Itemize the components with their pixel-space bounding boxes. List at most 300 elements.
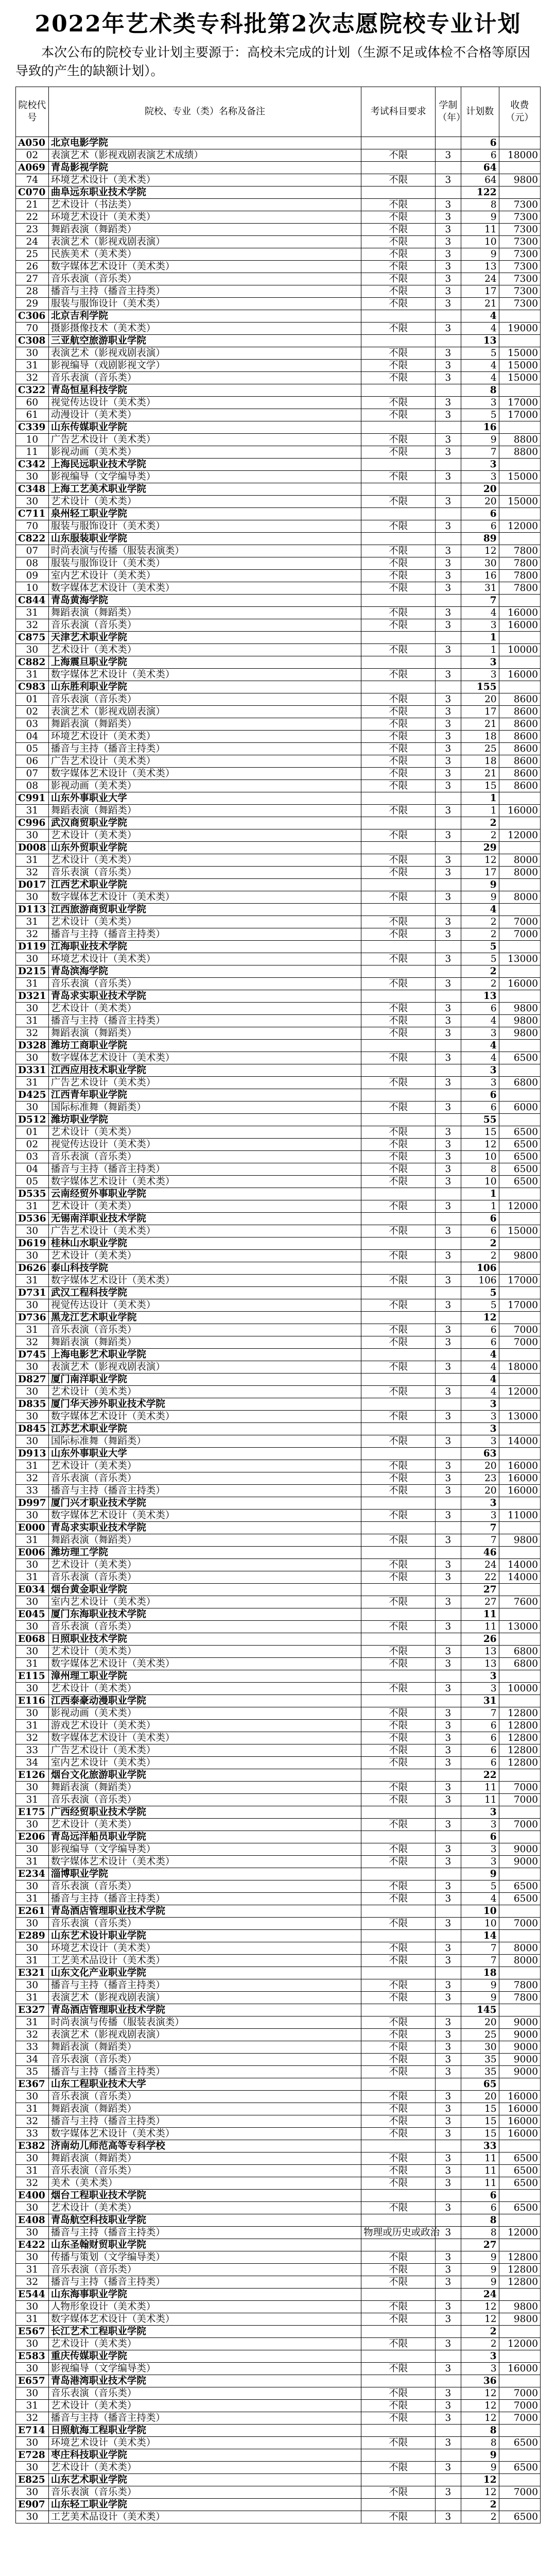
school-fee bbox=[499, 1213, 540, 1225]
major-code: 30 bbox=[16, 644, 49, 656]
school-name: 山东工程职业技术大学 bbox=[48, 2078, 361, 2091]
school-name: 江西泰豪动漫职业学院 bbox=[48, 1695, 361, 1707]
major-years: 3 bbox=[436, 570, 461, 582]
major-subject: 不限 bbox=[361, 706, 436, 718]
school-subject bbox=[361, 2078, 436, 2091]
major-row bbox=[16, 1744, 541, 1757]
school-fee bbox=[499, 1262, 540, 1275]
school-subject bbox=[361, 1114, 436, 1126]
major-code: 30 bbox=[16, 1435, 49, 1448]
major-subject: 不限 bbox=[361, 1176, 436, 1188]
major-subject: 不限 bbox=[361, 2387, 436, 2400]
school-subject bbox=[361, 2289, 436, 2301]
major-name: 视觉传达设计（美术类） bbox=[48, 1139, 361, 1151]
major-code: 31 bbox=[16, 1992, 49, 2004]
school-years bbox=[436, 941, 461, 953]
major-subject: 不限 bbox=[361, 2066, 436, 2078]
major-years: 3 bbox=[436, 2202, 461, 2214]
school-subject bbox=[361, 459, 436, 471]
major-name: 表演艺术（影视戏剧表演） bbox=[48, 236, 361, 248]
school-years bbox=[436, 1188, 461, 1200]
major-fee: 9800 bbox=[499, 1027, 540, 1040]
major-subject: 不限 bbox=[361, 669, 436, 681]
major-code: 30 bbox=[16, 1621, 49, 1633]
major-years: 3 bbox=[436, 1275, 461, 1287]
school-subject bbox=[361, 1398, 436, 1411]
major-code: 30 bbox=[16, 1299, 49, 1312]
major-row bbox=[16, 1918, 541, 1930]
major-count: 10 bbox=[461, 1918, 499, 1930]
major-code: 03 bbox=[16, 718, 49, 731]
major-code: 01 bbox=[16, 1126, 49, 1139]
major-subject: 不限 bbox=[361, 347, 436, 360]
major-row bbox=[16, 347, 541, 360]
major-fee: 16000 bbox=[499, 1472, 540, 1485]
school-name: 上海电影艺术职业学院 bbox=[48, 1349, 361, 1361]
school-row bbox=[16, 1967, 541, 1979]
major-row bbox=[16, 2016, 541, 2029]
school-row bbox=[16, 656, 541, 669]
school-subject bbox=[361, 2326, 436, 2338]
school-fee bbox=[499, 1584, 540, 1596]
major-row bbox=[16, 755, 541, 768]
school-subject bbox=[361, 656, 436, 669]
school-fee bbox=[499, 310, 540, 323]
major-subject: 不限 bbox=[361, 693, 436, 706]
school-name: 青岛求实职业技术学院 bbox=[48, 1522, 361, 1534]
major-name: 数字媒体艺术设计（美术类） bbox=[48, 1856, 361, 1868]
major-subject: 不限 bbox=[361, 1052, 436, 1064]
major-count: 21 bbox=[461, 298, 499, 310]
school-subject bbox=[361, 384, 436, 397]
school-name: 青岛恒星科技学院 bbox=[48, 384, 361, 397]
major-code: 30 bbox=[16, 1782, 49, 1794]
major-row bbox=[16, 273, 541, 285]
major-row bbox=[16, 1707, 541, 1720]
major-subject: 不限 bbox=[361, 1819, 436, 1831]
school-name: 北京电影学院 bbox=[48, 137, 361, 149]
major-years: 3 bbox=[436, 1707, 461, 1720]
school-row bbox=[16, 459, 541, 471]
major-count: 3 bbox=[461, 1411, 499, 1423]
major-row bbox=[16, 2338, 541, 2350]
school-name: 山东轻工职业学院 bbox=[48, 2499, 361, 2511]
school-years bbox=[436, 1398, 461, 1411]
school-code: C822 bbox=[16, 533, 49, 545]
major-row bbox=[16, 1052, 541, 1064]
major-row bbox=[16, 2091, 541, 2103]
major-count: 13 bbox=[461, 1646, 499, 1658]
major-code: 02 bbox=[16, 149, 49, 162]
school-fee bbox=[499, 595, 540, 607]
school-fee bbox=[499, 187, 540, 199]
school-count: 9 bbox=[461, 2449, 499, 2462]
school-years bbox=[436, 1522, 461, 1534]
major-subject: 不限 bbox=[361, 1200, 436, 1213]
major-subject: 不限 bbox=[361, 1843, 436, 1856]
major-code: 31 bbox=[16, 607, 49, 619]
school-fee bbox=[499, 459, 540, 471]
school-name: 上海工艺美术职业学院 bbox=[48, 483, 361, 496]
major-years: 3 bbox=[436, 211, 461, 224]
major-fee: 14000 bbox=[499, 1571, 540, 1584]
major-name: 艺术设计（美术类） bbox=[48, 854, 361, 867]
school-subject bbox=[361, 681, 436, 693]
major-subject: 不限 bbox=[361, 2128, 436, 2140]
school-count: 64 bbox=[461, 162, 499, 174]
major-count: 106 bbox=[461, 1275, 499, 1287]
major-subject: 不限 bbox=[361, 248, 436, 261]
major-fee: 7800 bbox=[499, 545, 540, 557]
major-code: 30 bbox=[16, 1101, 49, 1114]
school-code: C991 bbox=[16, 792, 49, 805]
school-code: C844 bbox=[16, 595, 49, 607]
school-subject bbox=[361, 2474, 436, 2486]
major-years: 3 bbox=[436, 928, 461, 941]
major-years: 3 bbox=[436, 1918, 461, 1930]
major-row bbox=[16, 557, 541, 570]
major-fee: 7000 bbox=[499, 928, 540, 941]
school-code: A050 bbox=[16, 137, 49, 149]
major-subject: 不限 bbox=[361, 471, 436, 483]
school-name: 淄博职业学院 bbox=[48, 1868, 361, 1880]
school-name: 江西青年职业学院 bbox=[48, 1089, 361, 1101]
major-fee: 6800 bbox=[499, 1658, 540, 1670]
school-years bbox=[436, 817, 461, 829]
major-fee: 16000 bbox=[499, 2103, 540, 2115]
school-years bbox=[436, 990, 461, 1003]
major-fee: 12800 bbox=[499, 1757, 540, 1769]
major-name: 舞蹈表演（舞蹈类） bbox=[48, 224, 361, 236]
major-fee: 15000 bbox=[499, 1225, 540, 1238]
major-years: 3 bbox=[436, 1819, 461, 1831]
school-code: D017 bbox=[16, 879, 49, 891]
major-code: 30 bbox=[16, 1386, 49, 1398]
major-code: 26 bbox=[16, 261, 49, 273]
school-count: 9 bbox=[461, 879, 499, 891]
major-fee: 9000 bbox=[499, 2041, 540, 2054]
major-count: 5 bbox=[461, 347, 499, 360]
school-count: 20 bbox=[461, 483, 499, 496]
major-fee: 6000 bbox=[499, 1101, 540, 1114]
school-row bbox=[16, 792, 541, 805]
major-count: 3 bbox=[461, 2363, 499, 2375]
major-subject: 不限 bbox=[361, 2054, 436, 2066]
major-years: 3 bbox=[436, 520, 461, 533]
major-subject: 不限 bbox=[361, 2091, 436, 2103]
school-fee bbox=[499, 817, 540, 829]
major-name: 数字媒体艺术设计（美术类） bbox=[48, 1052, 361, 1064]
school-subject bbox=[361, 187, 436, 199]
major-code: 61 bbox=[16, 409, 49, 421]
school-fee bbox=[499, 1238, 540, 1250]
major-name: 室内艺术设计（美术类） bbox=[48, 1757, 361, 1769]
major-fee: 9800 bbox=[499, 1250, 540, 1262]
major-name: 视觉传达设计（美术类） bbox=[48, 397, 361, 409]
major-count: 5 bbox=[461, 1299, 499, 1312]
school-years bbox=[436, 1374, 461, 1386]
school-code: E657 bbox=[16, 2375, 49, 2387]
school-fee bbox=[499, 1806, 540, 1819]
major-fee: 9000 bbox=[499, 2054, 540, 2066]
school-count: 63 bbox=[461, 1448, 499, 1460]
major-name: 艺术设计（美术类） bbox=[48, 1683, 361, 1695]
school-code: E367 bbox=[16, 2078, 49, 2091]
major-name: 播音与主持（播音主持类） bbox=[48, 285, 361, 298]
school-count: 6 bbox=[461, 1213, 499, 1225]
major-row bbox=[16, 2153, 541, 2165]
major-count: 20 bbox=[461, 1485, 499, 1497]
major-fee: 8600 bbox=[499, 780, 540, 792]
school-row bbox=[16, 1064, 541, 1077]
major-row bbox=[16, 2066, 541, 2078]
major-years: 3 bbox=[436, 669, 461, 681]
major-fee: 16000 bbox=[499, 2091, 540, 2103]
school-name: 厦门南洋职业学院 bbox=[48, 1374, 361, 1386]
major-count: 3 bbox=[461, 619, 499, 632]
major-code: 74 bbox=[16, 174, 49, 187]
major-count: 64 bbox=[461, 174, 499, 187]
school-fee bbox=[499, 1608, 540, 1621]
major-code: 31 bbox=[16, 2400, 49, 2412]
major-row bbox=[16, 1732, 541, 1744]
major-subject: 不限 bbox=[361, 2462, 436, 2474]
major-row bbox=[16, 397, 541, 409]
school-code: D321 bbox=[16, 990, 49, 1003]
major-code: 30 bbox=[16, 347, 49, 360]
major-code: 30 bbox=[16, 891, 49, 904]
major-count: 22 bbox=[461, 1571, 499, 1584]
school-count: 9 bbox=[461, 1868, 499, 1880]
major-subject: 不限 bbox=[361, 285, 436, 298]
school-subject bbox=[361, 1040, 436, 1052]
major-years: 3 bbox=[436, 718, 461, 731]
major-count: 3 bbox=[461, 1843, 499, 1856]
major-subject: 不限 bbox=[361, 1003, 436, 1015]
school-years bbox=[436, 1114, 461, 1126]
school-subject bbox=[361, 1905, 436, 1918]
major-code: 30 bbox=[16, 829, 49, 842]
major-name: 表演艺术（影视戏剧表演） bbox=[48, 706, 361, 718]
school-name: 青岛滨海学院 bbox=[48, 965, 361, 978]
major-row bbox=[16, 149, 541, 162]
table-body bbox=[16, 137, 541, 2523]
major-subject: 不限 bbox=[361, 1794, 436, 1806]
major-row bbox=[16, 867, 541, 879]
school-name: 山东文化产业职业学院 bbox=[48, 1967, 361, 1979]
major-years: 3 bbox=[436, 2313, 461, 2326]
school-years bbox=[436, 1695, 461, 1707]
major-row bbox=[16, 1992, 541, 2004]
major-count: 8 bbox=[461, 2227, 499, 2239]
major-subject: 不限 bbox=[361, 1126, 436, 1139]
major-count: 6 bbox=[461, 1336, 499, 1349]
major-subject: 不限 bbox=[361, 1225, 436, 1238]
school-code: E408 bbox=[16, 2214, 49, 2227]
major-years: 3 bbox=[436, 2251, 461, 2264]
major-years: 3 bbox=[436, 1646, 461, 1658]
school-count: 8 bbox=[461, 2214, 499, 2227]
major-years: 3 bbox=[436, 2462, 461, 2474]
major-count: 12 bbox=[461, 2412, 499, 2425]
school-subject bbox=[361, 904, 436, 916]
major-fee: 7000 bbox=[499, 1336, 540, 1349]
major-count: 12 bbox=[461, 2301, 499, 2313]
major-subject: 不限 bbox=[361, 2400, 436, 2412]
school-row bbox=[16, 1262, 541, 1275]
major-subject: 物理或历史或政治 bbox=[361, 2227, 436, 2239]
major-count: 4 bbox=[461, 1893, 499, 1905]
school-years bbox=[436, 1547, 461, 1559]
school-fee bbox=[499, 879, 540, 891]
major-subject: 不限 bbox=[361, 731, 436, 743]
major-count: 6 bbox=[461, 1101, 499, 1114]
major-name: 舞蹈表演（舞蹈类） bbox=[48, 1027, 361, 1040]
school-row bbox=[16, 1374, 541, 1386]
major-subject: 不限 bbox=[361, 174, 436, 187]
major-subject: 不限 bbox=[361, 2115, 436, 2128]
school-name: 山东胜利职业学院 bbox=[48, 681, 361, 693]
major-fee: 7800 bbox=[499, 570, 540, 582]
school-count: 4 bbox=[461, 310, 499, 323]
major-row bbox=[16, 2486, 541, 2499]
major-subject: 不限 bbox=[361, 1757, 436, 1769]
school-subject bbox=[361, 2425, 436, 2437]
major-years: 3 bbox=[436, 2338, 461, 2350]
school-fee bbox=[499, 1312, 540, 1324]
major-row bbox=[16, 1794, 541, 1806]
major-row bbox=[16, 520, 541, 533]
major-count: 2 bbox=[461, 916, 499, 928]
major-code: 32 bbox=[16, 2276, 49, 2289]
major-row bbox=[16, 1225, 541, 1238]
school-row bbox=[16, 681, 541, 693]
major-fee: 7300 bbox=[499, 211, 540, 224]
major-count: 13 bbox=[461, 1658, 499, 1670]
major-row bbox=[16, 829, 541, 842]
major-years: 3 bbox=[436, 1003, 461, 1015]
major-fee: 12800 bbox=[499, 1744, 540, 1757]
major-years: 3 bbox=[436, 1299, 461, 1312]
major-code: 30 bbox=[16, 1003, 49, 1015]
school-subject bbox=[361, 941, 436, 953]
school-row bbox=[16, 2239, 541, 2251]
major-name: 表演艺术（影视戏剧表演艺术成绩） bbox=[48, 149, 361, 162]
major-years: 3 bbox=[436, 2165, 461, 2177]
school-subject bbox=[361, 1633, 436, 1646]
school-fee bbox=[499, 990, 540, 1003]
major-name: 舞蹈表演（舞蹈类） bbox=[48, 2153, 361, 2165]
major-subject: 不限 bbox=[361, 1707, 436, 1720]
school-fee bbox=[499, 1374, 540, 1386]
school-row bbox=[16, 879, 541, 891]
school-fee bbox=[499, 1930, 540, 1942]
major-row bbox=[16, 1139, 541, 1151]
school-years bbox=[436, 1089, 461, 1101]
major-row bbox=[16, 619, 541, 632]
major-years: 3 bbox=[436, 1151, 461, 1163]
school-years bbox=[436, 1262, 461, 1275]
school-subject bbox=[361, 1312, 436, 1324]
major-years: 3 bbox=[436, 1435, 461, 1448]
major-years: 3 bbox=[436, 199, 461, 211]
school-count: 18 bbox=[461, 1967, 499, 1979]
school-row bbox=[16, 2375, 541, 2387]
major-subject: 不限 bbox=[361, 916, 436, 928]
school-subject bbox=[361, 1608, 436, 1621]
major-name: 摄影摄像技术（美术类） bbox=[48, 323, 361, 335]
school-fee bbox=[499, 1769, 540, 1782]
school-row bbox=[16, 1114, 541, 1126]
school-fee bbox=[499, 2190, 540, 2202]
page-title: 2022年艺术类专科批第2次志愿院校专业计划 bbox=[34, 11, 522, 37]
school-count: 4 bbox=[461, 904, 499, 916]
major-code: 03 bbox=[16, 1151, 49, 1163]
school-count: 3 bbox=[461, 1064, 499, 1077]
school-code: E000 bbox=[16, 1522, 49, 1534]
major-code: 01 bbox=[16, 693, 49, 706]
major-code: 30 bbox=[16, 2338, 49, 2350]
major-code: 31 bbox=[16, 1275, 49, 1287]
school-code: D008 bbox=[16, 842, 49, 854]
major-name: 艺术设计（美术类） bbox=[48, 1646, 361, 1658]
major-fee: 6500 bbox=[499, 1880, 540, 1893]
major-code: 70 bbox=[16, 520, 49, 533]
major-fee: 10000 bbox=[499, 644, 540, 656]
major-count: 18 bbox=[461, 755, 499, 768]
school-count: 8 bbox=[461, 2425, 499, 2437]
major-fee: 8000 bbox=[499, 854, 540, 867]
major-fee: 7300 bbox=[499, 285, 540, 298]
major-years: 3 bbox=[436, 1027, 461, 1040]
major-code: 06 bbox=[16, 755, 49, 768]
major-code: 30 bbox=[16, 1411, 49, 1423]
major-count: 15 bbox=[461, 2103, 499, 2115]
major-years: 3 bbox=[436, 1015, 461, 1027]
major-count: 13 bbox=[461, 261, 499, 273]
school-row bbox=[16, 1040, 541, 1052]
school-row bbox=[16, 2474, 541, 2486]
school-name: 济南幼儿师范高等专科学校 bbox=[48, 2140, 361, 2153]
header-subject: 考试科目要求 bbox=[361, 87, 436, 137]
major-code: 30 bbox=[16, 2363, 49, 2375]
major-years: 3 bbox=[436, 780, 461, 792]
major-years: 3 bbox=[436, 891, 461, 904]
major-code: 31 bbox=[16, 2313, 49, 2326]
major-name: 播音与主持（播音主持类） bbox=[48, 2276, 361, 2289]
school-subject bbox=[361, 632, 436, 644]
major-code: 31 bbox=[16, 978, 49, 990]
school-name: 山东外事职业大学 bbox=[48, 792, 361, 805]
major-fee: 8800 bbox=[499, 434, 540, 446]
school-code: E567 bbox=[16, 2326, 49, 2338]
school-row bbox=[16, 1633, 541, 1646]
school-years bbox=[436, 483, 461, 496]
school-years bbox=[436, 1423, 461, 1435]
major-count: 24 bbox=[461, 273, 499, 285]
school-row bbox=[16, 1423, 541, 1435]
school-count: 55 bbox=[461, 1114, 499, 1126]
major-fee: 16000 bbox=[499, 1460, 540, 1472]
major-row bbox=[16, 2177, 541, 2190]
major-row bbox=[16, 1942, 541, 1955]
school-count: 155 bbox=[461, 681, 499, 693]
major-row bbox=[16, 2301, 541, 2313]
major-count: 15 bbox=[461, 2128, 499, 2140]
school-years bbox=[436, 656, 461, 669]
school-years bbox=[436, 1967, 461, 1979]
major-count: 2 bbox=[461, 928, 499, 941]
